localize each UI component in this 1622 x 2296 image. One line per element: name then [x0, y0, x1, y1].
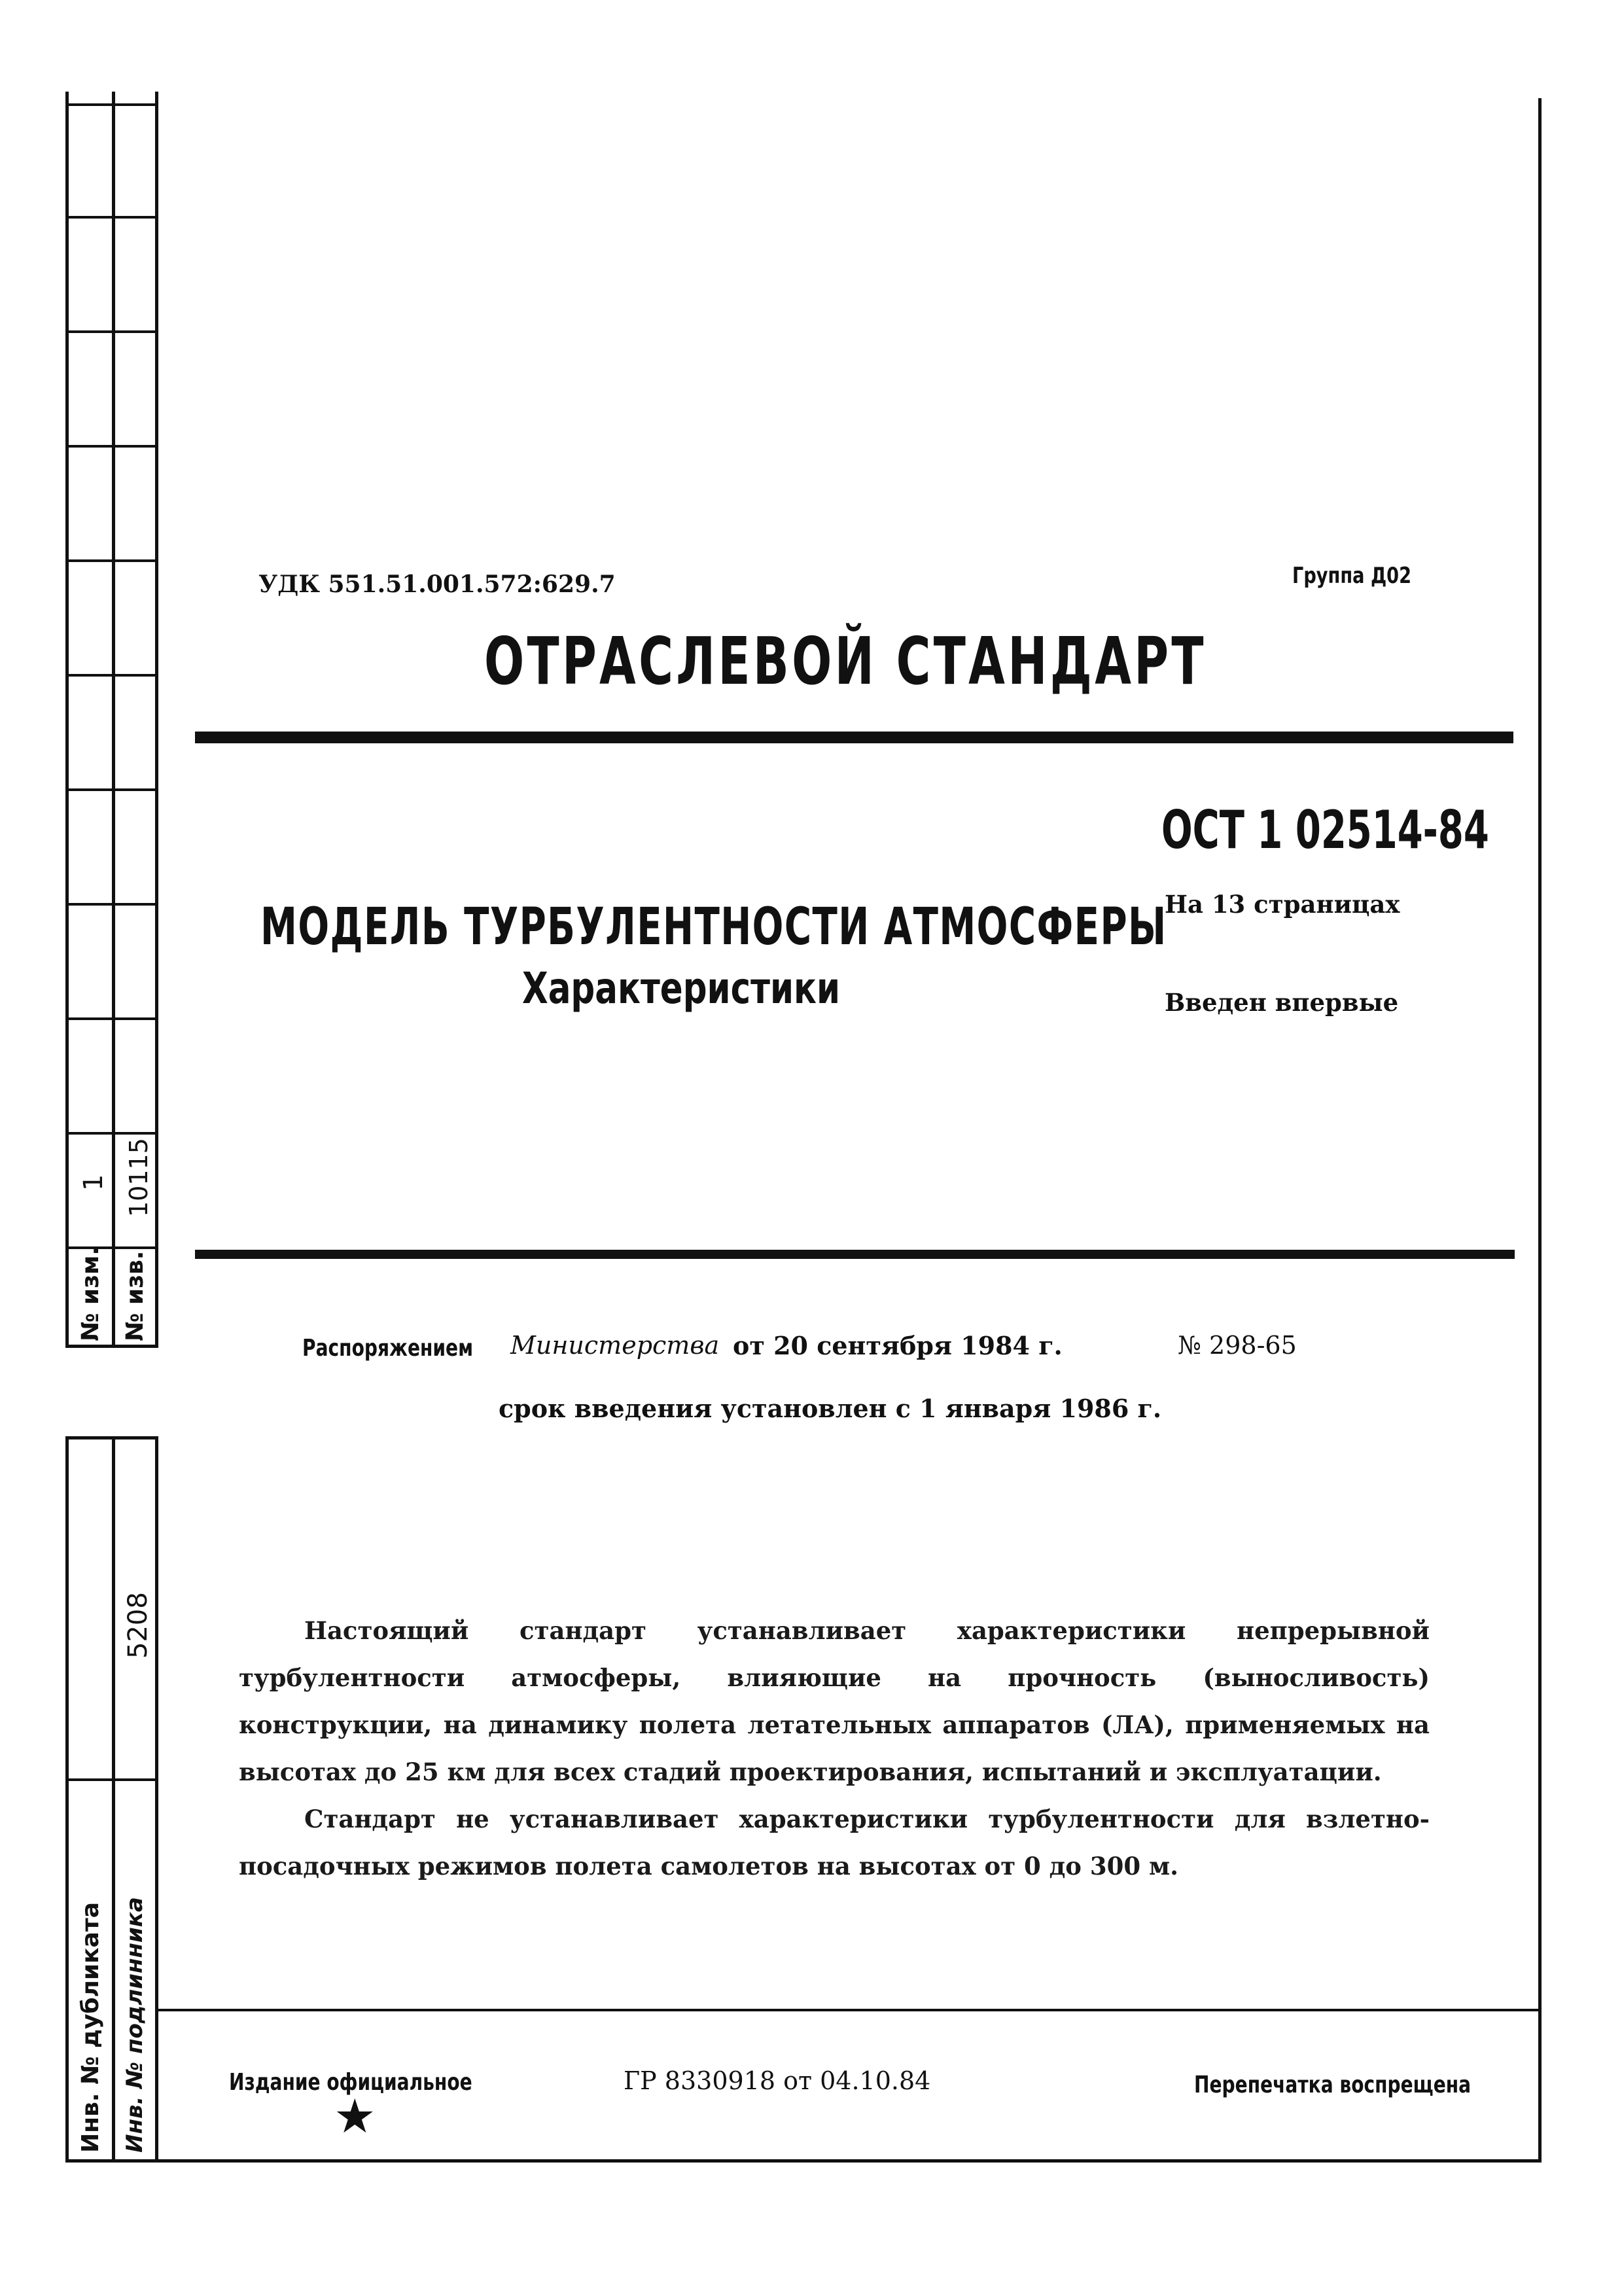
reprint-notice: Перепечатка воспрещена — [1194, 2072, 1472, 2098]
title-rule — [195, 1250, 1515, 1259]
original-inventory-label: Инв. № подлинника — [122, 1897, 148, 2153]
registration-number: ГР 8330918 от 04.10.84 — [624, 2066, 931, 2095]
notice-number-label: № изв. — [122, 1250, 149, 1341]
decree-label: Распоряжением — [302, 1335, 474, 1362]
body-paragraph-2: Стандарт не устанавливает характеристики турбулентности для взлетно-посадочных режимов полета самолетов на высотах от 0 до 300 м. — [239, 1805, 1430, 1881]
change-number-value: 1 — [79, 1174, 109, 1191]
duplicate-inventory-label: Инв. № дубликата — [77, 1902, 104, 2153]
official-edition: Издание официальное — [229, 2069, 472, 2096]
page-count: На 13 страницах — [1165, 890, 1400, 919]
group-code: Группа Д02 — [1292, 563, 1412, 589]
standard-type-heading: ОТРАСЛЕВОЙ СТАНДАРТ — [484, 623, 1207, 699]
standard-code: ОСТ 1 02514-84 — [1161, 800, 1489, 860]
body-paragraph-1: Настоящий стандарт устанавливает характеристики непрерывной турбулентности атмосферы, влияющие на прочность (выносливость) конструкции, на динамику полета летательных аппаратов (ЛА), применяемых на высотах до 25 км для всех стадий проектирования, испытаний и эксплуатации. — [239, 1616, 1430, 1786]
decree-date: от 20 сентября 1984 г. — [733, 1331, 1063, 1360]
right-border — [1538, 98, 1542, 2163]
original-inventory-value: 5208 — [123, 1592, 153, 1659]
udk-code: УДК 551.51.001.572:629.7 — [258, 571, 616, 598]
status-note: Введен впервые — [1165, 988, 1399, 1017]
document-title: МОДЕЛЬ ТУРБУЛЕНТНОСТИ АТМОСФЕРЫ — [260, 898, 1167, 957]
footer-divider — [155, 2009, 1542, 2011]
notice-number-value: 10115 — [124, 1138, 153, 1217]
decree-number: № 298-65 — [1178, 1331, 1297, 1360]
star-icon: ★ — [334, 2089, 376, 2144]
document-subtitle: Характеристики — [522, 963, 841, 1014]
header-rule — [195, 732, 1513, 743]
bottom-border — [65, 2159, 1542, 2163]
decree-authority: Министерства — [510, 1331, 720, 1360]
effective-date: срок введения установлен с 1 января 1986 г. — [499, 1394, 1162, 1423]
change-number-label: № изм. — [77, 1246, 104, 1341]
